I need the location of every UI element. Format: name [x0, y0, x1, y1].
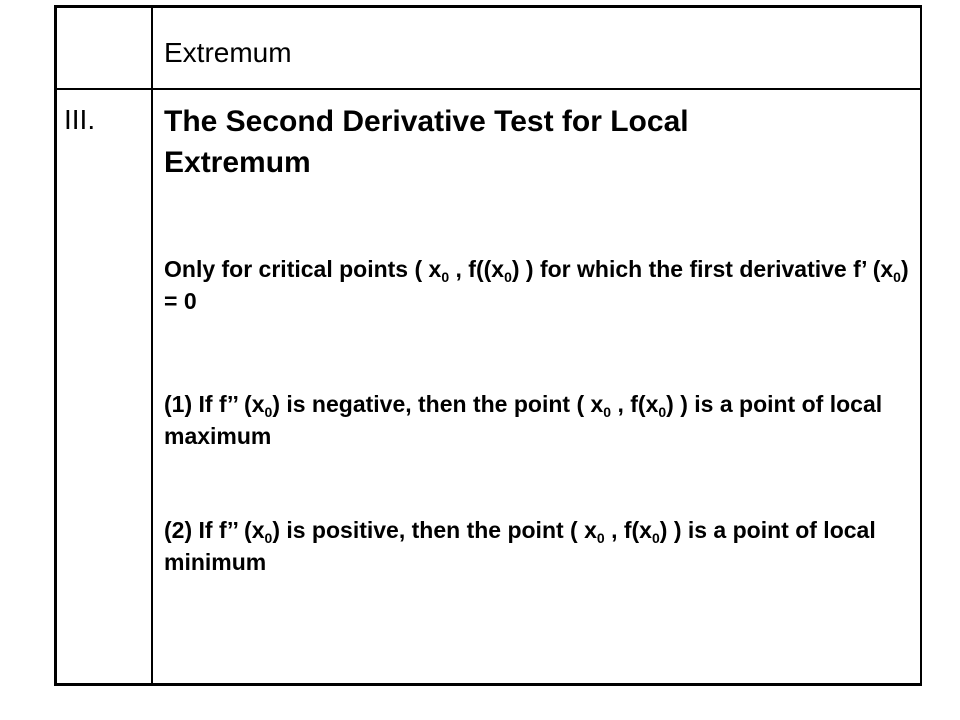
text-run: (2) If f’’ (x [164, 517, 265, 543]
text-run: , f((x [449, 256, 505, 282]
column-divider [151, 5, 153, 686]
subscript: 0 [658, 404, 667, 420]
text-run: ) ) is a point of local minimum [164, 517, 876, 575]
condition-paragraph [164, 253, 909, 317]
header-cell-label: Extremum [164, 37, 292, 68]
text-run: ) = 0 [164, 256, 909, 314]
text-run: (1) If f’’ (x [164, 391, 265, 417]
subscript: 0 [651, 530, 660, 546]
subscript: 0 [441, 269, 450, 285]
maximum-rule-paragraph [164, 388, 909, 452]
subscript: 0 [504, 269, 512, 285]
text-run: ) is positive, then the point ( x [272, 517, 597, 543]
section-title [164, 101, 884, 183]
minimum-rule-paragraph [164, 514, 909, 578]
text-run: , f(x [604, 517, 652, 543]
text-run: Only for critical points ( x [164, 256, 442, 282]
subscript: 0 [264, 404, 273, 420]
text-run: ) is negative, then the point ( x [272, 391, 604, 417]
subscript: 0 [603, 404, 612, 420]
subscript: 0 [264, 530, 273, 546]
text-run: ) ) is a point of local maximum [164, 391, 883, 449]
section-title-line-1: The Second Derivative Test for Local [164, 105, 689, 138]
row-number: III. [64, 104, 96, 135]
subscript: 0 [893, 269, 901, 285]
subscript: 0 [596, 530, 605, 546]
row-divider [54, 88, 922, 90]
text-run: , f(x [611, 391, 659, 417]
section-title-line-2: Extremum [164, 146, 311, 179]
text-run: ) ) for which the first derivative f’ (x [511, 256, 894, 282]
